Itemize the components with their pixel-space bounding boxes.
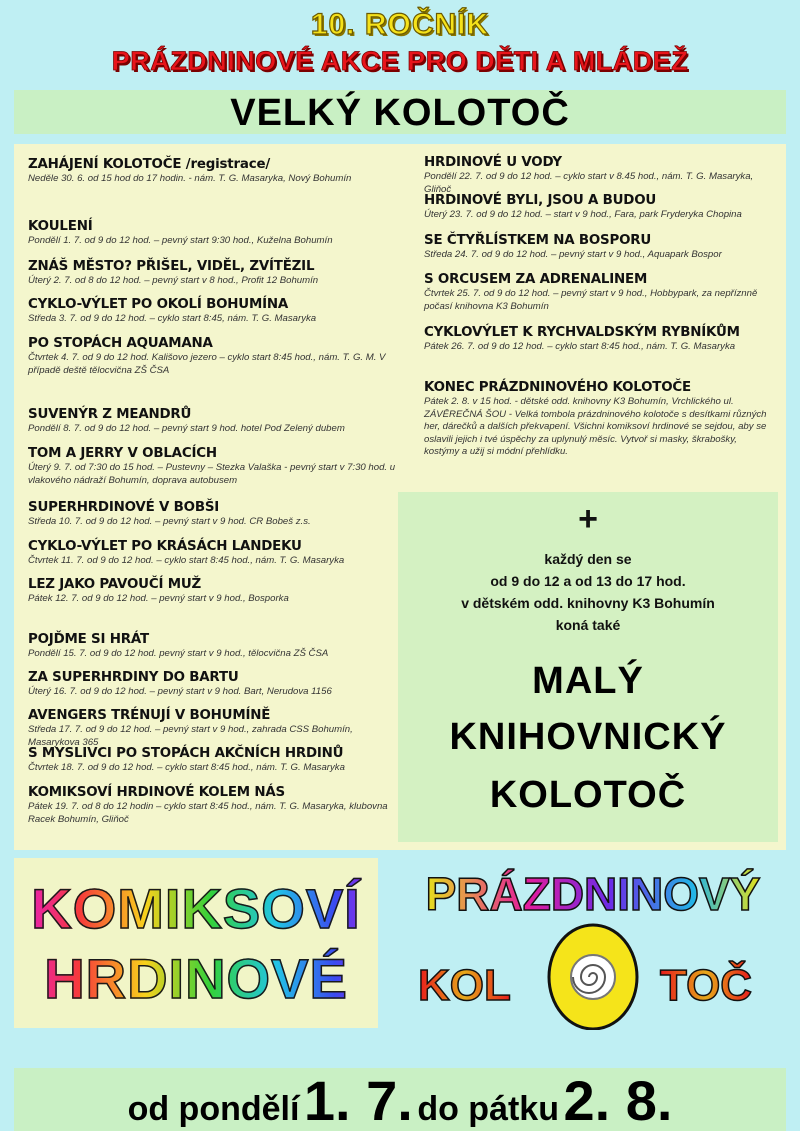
event-item	[28, 631, 396, 661]
info-line: každý den se	[544, 551, 632, 567]
holiday-carousel-logo	[398, 852, 788, 1030]
subtitle-heading: PRÁZDNINOVÉ AKCE PRO DĚTI A MLÁDEŽ	[111, 46, 689, 76]
event-detail: Čtvrtek 11. 7. od 9 do 12 hod. – cyklo start 8:45 hod., nám. T. G. Masaryka	[28, 555, 345, 566]
event-title: POJĎME SI HRÁT	[28, 632, 149, 647]
event-title: SE ČTYŘLÍSTKEM NA BOSPORU	[424, 233, 652, 248]
event-title: ZA SUPERHRDINY DO BARTU	[28, 670, 239, 685]
event-item	[424, 271, 774, 313]
event-item	[28, 499, 396, 529]
to-label: do pátku	[417, 1090, 559, 1128]
plus-sign: +	[578, 500, 598, 538]
event-detail: Středa 3. 7. od 9 do 12 hod. – cyklo start 8:45, nám. T. G. Masaryka	[28, 313, 317, 324]
event-title: PO STOPÁCH AQUAMANA	[28, 336, 213, 351]
event-title: ZAHÁJENÍ KOLOTOČE /registrace/	[28, 157, 271, 172]
event-detail: Pátek 2. 8. v 15 hod. - dětské odd. knihovny K3 Bohumín, Vrchlického ul. ZÁVĚREČNÁ ŠOU - Velká tombola prázdninového kolotoče s desítkami různých her, dárečků a dalších překvapení. Všichni komiksoví hrdinové se sejdou, aby se oslavili jejich i tvé úspěchy za uplynulý měsíc. Vytvoř si masky, škrabošky, kostýmy a užij si módní přehlídku.	[424, 396, 767, 458]
event-detail: Úterý 2. 7. od 8 do 12 hod. – pevný start v 8 hod., Profit 12 Bohumín	[28, 275, 319, 286]
event-title: CYKLOVÝLET K RYCHVALDSKÝM RYBNÍKŮM	[424, 325, 740, 340]
event-title: LEZ JAKO PAVOUČÍ MUŽ	[28, 577, 202, 592]
info-line: od 9 do 12 a od 13 do 17 hod.	[490, 573, 686, 589]
from-label: od pondělí	[127, 1090, 300, 1128]
end-date: 2. 8.	[563, 1069, 673, 1131]
page-title: VELKÝ KOLOTOČ	[14, 90, 786, 134]
event-item	[424, 379, 774, 459]
event-item	[28, 538, 396, 568]
event-title: CYKLO-VÝLET PO KRÁSÁCH LANDEKU	[28, 539, 302, 554]
event-item	[28, 445, 396, 487]
event-title: KONEC PRÁZDNINOVÉHO KOLOTOČE	[424, 380, 691, 395]
info-line: v dětském odd. knihovny K3 Bohumín	[461, 595, 715, 611]
event-title: S ORCUSEM ZA ADRENALINEM	[424, 272, 648, 287]
event-detail: Čtvrtek 18. 7. od 9 do 12 hod. – cyklo start 8:45 hod., nám. T. G. Masaryka	[28, 762, 345, 773]
event-title: KOULENÍ	[28, 219, 93, 234]
event-detail: Středa 17. 7. od 9 do 12 hod. – pevný start v 9 hod., zahrada CSS Bohumín, Masarykova 365	[28, 724, 353, 748]
event-item	[28, 576, 396, 606]
start-date: 1. 7.	[303, 1069, 413, 1131]
event-detail: Úterý 23. 7. od 9 do 12 hod. – start v 9 hod., Fara, park Fryderyka Chopina	[424, 209, 742, 220]
event-item	[28, 707, 396, 749]
comic-heroes-banner	[14, 858, 378, 1028]
event-detail: Pátek 12. 7. od 9 do 12 hod. – pevný start v 9 hod., Bosporka	[28, 593, 289, 604]
comic-heroes-line1: KOMIKSOVÍ	[14, 876, 378, 941]
event-item	[28, 218, 396, 248]
event-item	[28, 745, 396, 775]
event-detail: Pátek 19. 7. od 8 do 12 hodin – cyklo start 8:45 hod., nám. T. G. Masaryka, klubovna Racek Bohumín, Gliňoč	[28, 801, 388, 825]
event-title: ZNÁŠ MĚSTO? PŘIŠEL, VIDĚL, ZVÍTĚZIL	[28, 259, 315, 274]
big-title-line: KNIHOVNICKÝ	[449, 716, 727, 758]
event-detail: Pátek 26. 7. od 9 do 12 hod. – cyklo start 8:45 hod., nám. T. G. Masaryka	[424, 341, 736, 352]
event-title: SUVENÝR Z MEANDRŮ	[28, 407, 192, 422]
logo-top-word: PRÁZDNINOVÝ	[425, 868, 761, 920]
event-detail: Čtvrtek 4. 7. od 9 do 12 hod. Kališovo jezero – cyklo start 8:45 hod., nám. T. G. M. V případě deště tělocvična ZŠ ČSA	[28, 352, 386, 376]
date-range	[14, 1068, 786, 1131]
comic-heroes-line2: HRDINOVÉ	[14, 946, 378, 1011]
event-detail: Úterý 9. 7. od 7:30 do 15 hod. – Pustevny – Stezka Valaška - pevný start v 7:30 hod. u vlakového nádraží Bohumín, doprava autobusem	[28, 462, 396, 486]
date-range-band	[14, 1068, 786, 1131]
event-item	[28, 156, 396, 186]
big-title-line: KOLOTOČ	[489, 774, 687, 816]
event-item	[28, 296, 396, 326]
event-detail: Neděle 30. 6. od 15 hod do 17 hodin. - nám. T. G. Masaryka, Nový Bohumín	[28, 173, 352, 184]
event-detail: Středa 10. 7. od 9 do 12 hod. – pevný start v 9 hod. CR Bobeš z.s.	[28, 516, 311, 527]
event-item	[424, 192, 774, 222]
event-title: HRDINOVÉ U VODY	[424, 155, 562, 170]
event-detail: Pondělí 8. 7. od 9 do 12 hod. – pevný start 9 hod. hotel Pod Zelený dubem	[28, 423, 345, 434]
event-item	[28, 406, 396, 436]
event-detail: Čtvrtek 25. 7. od 9 do 12 hod. – pevný start v 9 hod., Hobbypark, za nepříznně počasí knihovna K3 Bohumín	[424, 288, 758, 312]
event-item	[424, 232, 774, 262]
event-detail: Pondělí 1. 7. od 9 do 12 hod. – pevný start 9:30 hod., Kuželna Bohumín	[28, 235, 333, 246]
event-item	[424, 154, 774, 196]
event-detail: Pondělí 15. 7. od 9 do 12 hod. pevný start v 9 hod., tělocvična ZŠ ČSA	[28, 648, 329, 659]
event-item	[28, 258, 396, 288]
logo-left-word: KOL	[418, 961, 511, 1010]
event-item	[28, 784, 396, 826]
big-title-line: MALÝ	[532, 660, 644, 702]
event-detail: Středa 24. 7. od 9 do 12 hod. – pevný start v 9 hod., Aquapark Bospor	[424, 249, 722, 260]
info-line: koná také	[555, 617, 621, 633]
logo-graphic	[398, 852, 788, 1030]
event-title: S MYSLIVCI PO STOPÁCH AKČNÍCH HRDINŮ	[28, 746, 344, 761]
event-item	[28, 669, 396, 699]
event-detail: Úterý 16. 7. od 9 do 12 hod. – pevný start v 9 hod. Bart, Nerudova 1156	[28, 686, 332, 697]
logo-right-word: TOČ	[660, 961, 753, 1010]
event-item	[424, 324, 774, 354]
library-carousel-box	[398, 492, 778, 842]
event-title: AVENGERS TRÉNUJÍ V BOHUMÍNĚ	[28, 708, 271, 723]
event-title: KOMIKSOVÍ HRDINOVÉ KOLEM NÁS	[28, 785, 285, 800]
event-title: SUPERHRDINOVÉ V BOBŠI	[28, 500, 220, 515]
edition-heading: 10. ROČNÍK	[310, 8, 490, 41]
event-title: HRDINOVÉ BYLI, JSOU A BUDOU	[424, 193, 657, 208]
event-detail: Pondělí 22. 7. od 9 do 12 hod. – cyklo start v 8.45 hod., nám. T. G. Masaryka, Gliňoč	[424, 171, 754, 195]
event-title: CYKLO-VÝLET PO OKOLÍ BOHUMÍNA	[28, 297, 289, 312]
event-item	[28, 335, 396, 377]
event-title: TOM A JERRY V OBLACÍCH	[28, 446, 217, 461]
